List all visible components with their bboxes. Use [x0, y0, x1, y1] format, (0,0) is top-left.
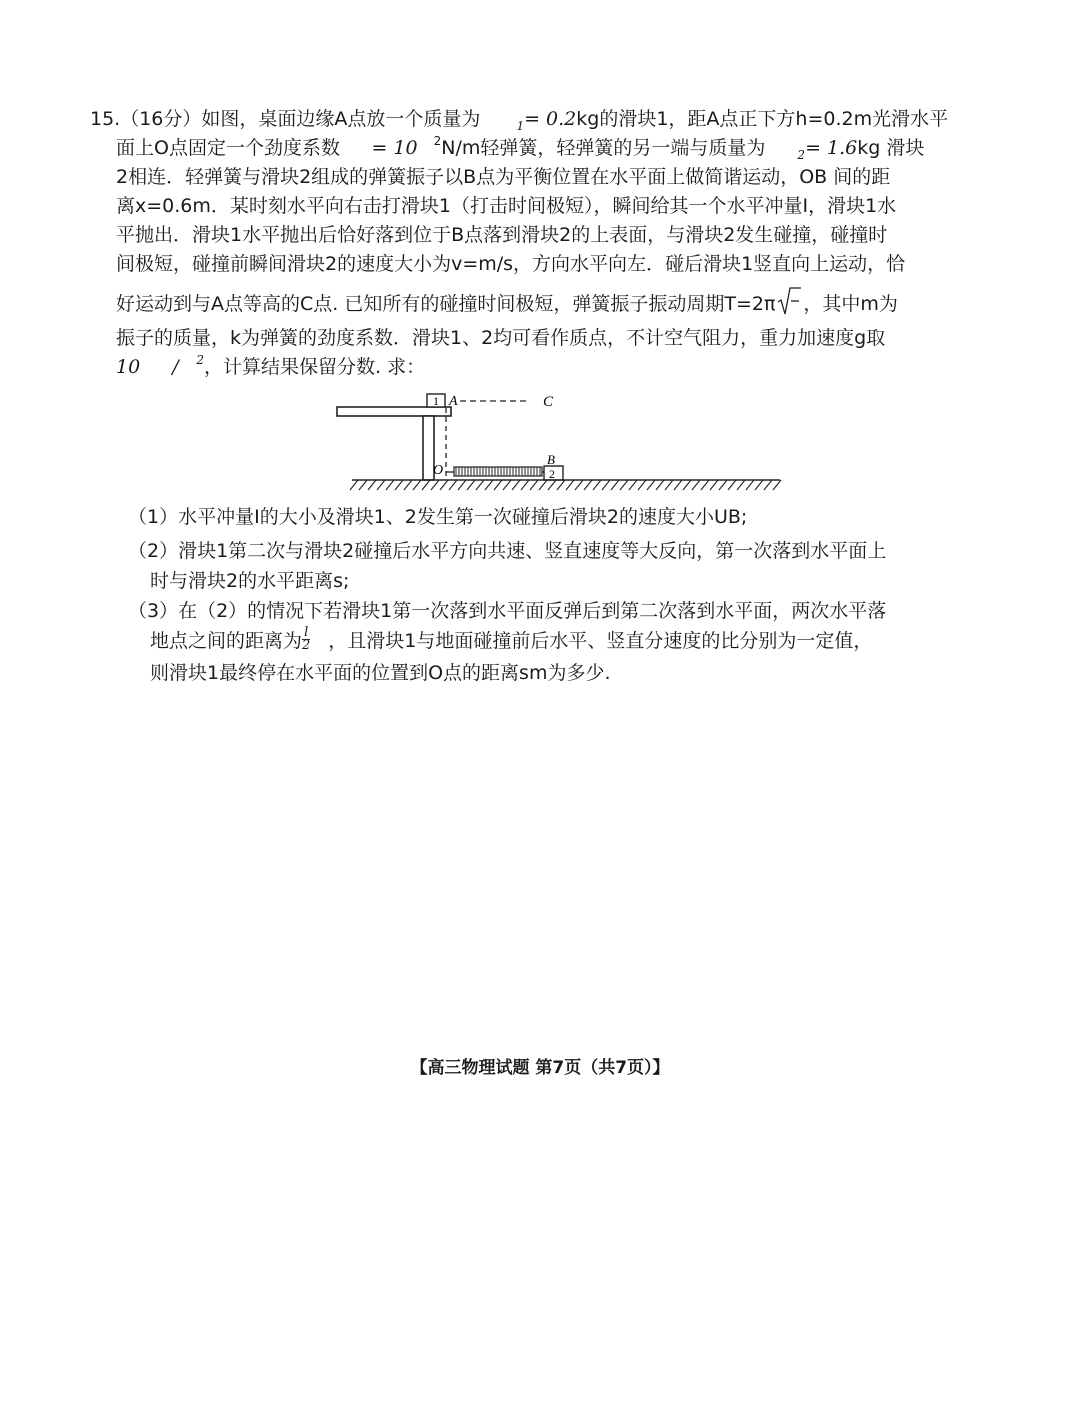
block-1-label: 1 — [433, 394, 439, 408]
problem-score: （16分） — [120, 108, 202, 130]
question-1: （1）水平冲量I的大小及滑块1、2发生第一次碰撞后滑块2的速度大小UB; — [128, 506, 748, 528]
question-3-line-3: 则滑块1最终停在水平面的位置到O点的距离sm为多少. — [150, 662, 611, 684]
table-top — [337, 407, 451, 416]
page-footer: 【高三物理试题 第7页（共7页）】 — [410, 1058, 670, 1078]
problem-line-7: 好运动到与A点等高的C点. 已知所有的碰撞时间极短，弹簧振子振动周期T=2π ，其中m为 — [116, 286, 898, 323]
label-B: B — [547, 452, 555, 467]
problem-line-2: 面上O点固定一个劲度系数 k= 10 $^2$N/m轻弹簧，轻弹簧的另一端与质量为 $m_2= 1.6kg$ 滑块 — [116, 134, 925, 162]
m1-value: = 0.2 — [524, 108, 577, 130]
spring — [446, 467, 544, 476]
problem-line-3: 2相连．轻弹簧与滑块2组成的弹簧振子以B点为平衡位置在水平面上做简谐运动，OB 间的距 — [116, 166, 891, 188]
question-3-line-2: 地点之间的距离为 $\frac{l}{2}$ ，且滑块1与地面碰撞前后水平、竖直分速度的比分别为一定值， — [150, 625, 873, 653]
m2-value: = 1.6 — [805, 137, 858, 159]
sqrt-symbol-graphic — [777, 286, 801, 316]
problem-line-5: 平抛出．滑块1水平抛出后恰好落到位于B点落到滑块2的上表面，与滑块2发生碰撞，碰撞时 — [116, 224, 888, 246]
problem-line-6: 间极短，碰撞前瞬间滑块2的速度大小为v=m/s，方向水平向左．碰后滑块1竖直向上运动，恰 — [116, 253, 906, 275]
ground-hatching — [350, 480, 781, 490]
m2-symbol: m — [779, 137, 798, 159]
problem-number: 15. — [90, 108, 121, 130]
question-2-line-2: 时与滑块2的水平距离s; — [150, 570, 350, 592]
sqrt-icon — [777, 286, 801, 323]
problem-line-8: 振子的质量，k为弹簧的劲度系数．滑块1、2均可看作质点，不计空气阻力，重力加速度g取 — [116, 327, 886, 349]
label-C: C — [543, 394, 554, 410]
problem-line-9: 10 m / $s^2$，计算结果保留分数. 求： — [116, 353, 426, 378]
problem-line-4: 离x=0.6m．某时刻水平向右击打滑块1（打击时间极短），瞬间给其一个水平冲量I，滑块1水 — [116, 195, 897, 217]
problem-line-1: 15.（16分）如图，桌面边缘A点放一个质量为 $m_1= 0.2kg$的滑块1，距A点正下方h=0.2m光滑水平 — [90, 108, 949, 133]
question-3-line-1: （3）在（2）的情况下若滑块1第一次落到水平面反弹后到第二次落到水平面，两次水平落 — [128, 600, 887, 622]
label-O: O — [433, 463, 444, 478]
block-2-label: 2 — [549, 467, 555, 481]
physics-figure — [330, 388, 790, 498]
g-value: 10 — [116, 356, 141, 378]
k-value: = 10 — [371, 137, 418, 159]
label-A: A — [449, 394, 458, 409]
k-symbol: k — [359, 137, 372, 159]
fraction-l-over-2: $\frac{l}{2}$ — [302, 625, 311, 653]
question-2-line-1: （2）滑块1第二次与滑块2碰撞后水平方向共速、竖直速度等大反向，第一次落到水平面上 — [128, 540, 887, 562]
m1-symbol: m — [498, 108, 517, 130]
